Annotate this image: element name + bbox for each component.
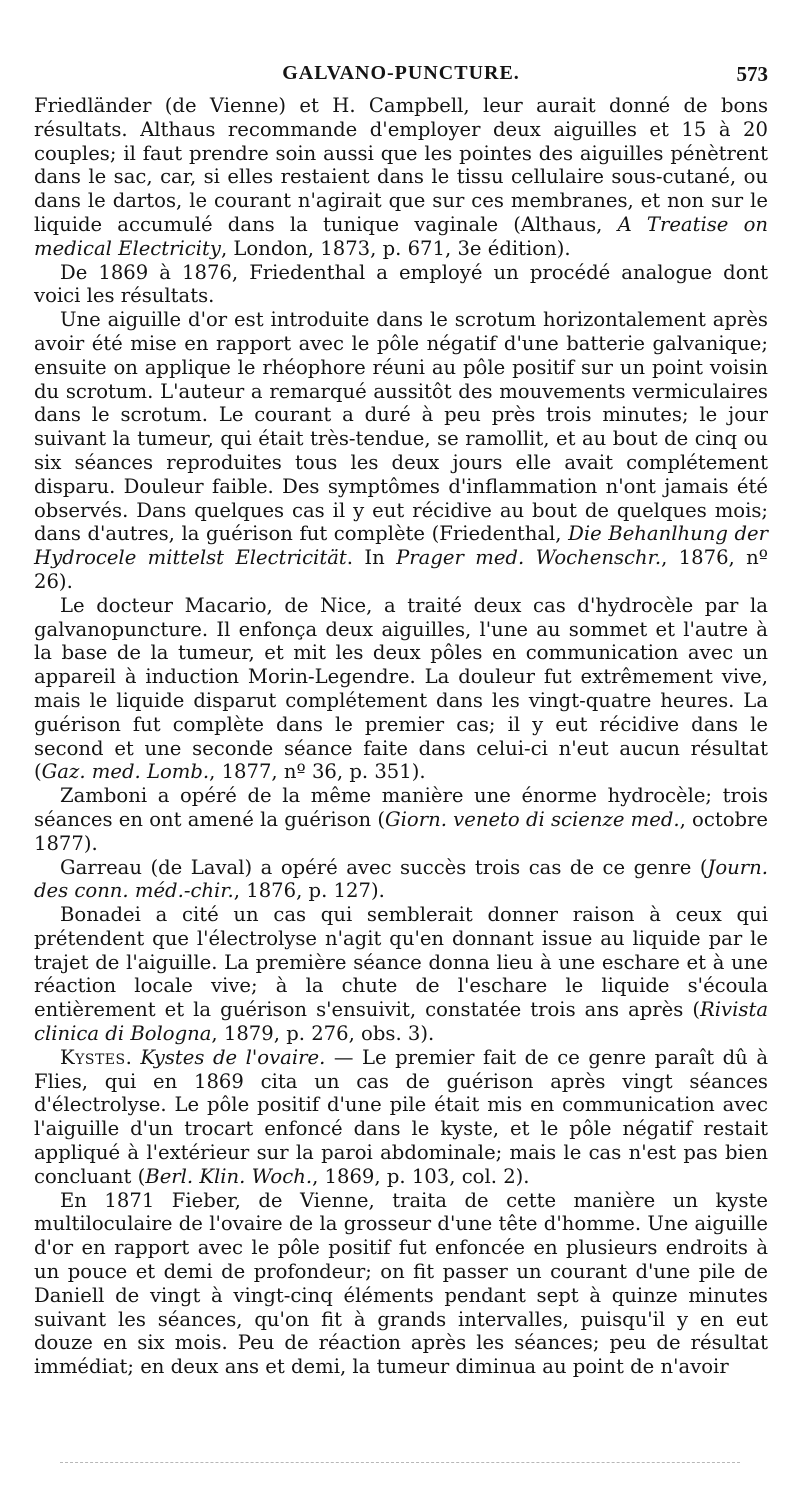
text-run: , 1876, p. 127). xyxy=(233,879,385,903)
citation-italic: Prager med. Wochenschr. xyxy=(396,546,662,570)
text-run: Une aiguille d'or est introduite dans le scrotum horizontalement après avoir été mise en rapport avec le pôle négatif d'une batterie galvanique; ensuite on applique le rhéophore réuni au pôle positif sur un point voisin du scrotum. L'auteur a remarqué aussitôt des mouvements vermiculaires dans le scrotum. Le courant a duré à peu près trois minutes; le jour suivant la tumeur, qui était très-tendue, se ramollit, et au bout de cinq ou six séances reproduites tous les deux jours elle avait complétement disparu. Douleur faible. Des symptômes d'inflammation n'ont jamais été observés. Dans quelques cas il y eut récidive au bout de quelques mois; dans d'autres, la guérison fut complète (Friedenthal, xyxy=(34,308,768,546)
paragraph-7 xyxy=(34,903,768,1046)
text-run: , 1877, nº 36, p. 351). xyxy=(209,760,426,784)
text-run: Zamboni a opéré de la même manière une énorme hydrocèle; trois séances en ont amené la guérison ( xyxy=(34,784,768,831)
citation-italic: Kystes de l'ovaire. xyxy=(140,1045,326,1069)
text-run: . In xyxy=(346,546,397,570)
page-number: 573 xyxy=(736,62,768,86)
text-run: En 1871 Fieber, de Vienne, traita de cette manière un kyste multiloculaire de l'ovaire de la grosseur d'une tête d'homme. Une aiguille d'or en rapport avec le pôle positif fut enfoncée en plusieurs endroits à un pouce et demi de profondeur; on fit passer un courant d'une pile de Daniell de vingt à vingt-cinq éléments pendant sept à quinze minutes suivant les séances, qu'on fit à grands intervalles, puisqu'il y en eut douze en six mois. Peu de réaction après les séances; peu de résultat immédiat; en deux ans et demi, la tumeur diminua au point de n'avoir xyxy=(34,1188,768,1379)
text-run: . xyxy=(125,1045,141,1069)
text-run: Friedländer (de Vienne) et H. Campbell, leur aurait donné de bons résultats. Althaus recommande d'employer deux aiguilles et 15 à 20 couples; il faut prendre soin aussi que les pointes des aiguilles pénètrent dans le sac, car, si elles restaient dans le tissu cellulaire sous-cutané, ou dans le dartos, le courant n'agirait que sur ces membranes, et non sur le liquide accumulé dans la tunique vaginale (Althaus, xyxy=(34,94,768,236)
text-run: , London, 1873, p. 671, 3e édition). xyxy=(220,236,571,260)
running-title: GALVANO-PUNCTURE. xyxy=(282,62,520,84)
citation-italic: Rivista clinica di Bologna xyxy=(34,998,768,1046)
paragraph-1 xyxy=(34,94,768,261)
paragraph-5 xyxy=(34,784,768,855)
footer-rule xyxy=(60,1462,740,1463)
text-run: — Le premier fait de ce genre paraît dû à Flies, qui en 1869 cita un cas de guérison après vingt séances d'électrolyse. Le pôle positif d'une pile était mis en communication avec l'aiguille d'un trocart enfoncé dans le kyste, et le pôle négatif restait appliqué à l'extérieur sur la paroi abdominale; mais le cas n'est pas bien concluant ( xyxy=(34,1045,768,1188)
paragraph-4 xyxy=(34,594,768,784)
citation-italic: Journ. des conn. méd.-chir. xyxy=(34,855,768,903)
citation-italic: Die Behanlhung der Hydrocele mittelst Electricität xyxy=(34,522,768,570)
text-run: Bonadei a cité un cas qui semblerait donner raison à ceux qui prétendent que l'électrolyse n'agit qu'en donnant issue au liquide par le trajet de l'aiguille. La première séance donna lieu à une eschare et à une réaction locale vive; à la chute de l'eschare le liquide s'écoula entièrement et la guérison s'ensuivit, constatée trois ans après ( xyxy=(34,903,768,1022)
paragraph-2 xyxy=(34,261,768,309)
text-run: De 1869 à 1876, Friedenthal a employé un procédé analogue dont voici les résultats. xyxy=(34,260,768,308)
text-run: Le docteur Macario, de Nice, a traité deux cas d'hydrocèle par la galvanopuncture. Il enfonça deux aiguilles, l'une au sommet et l'autre à la base de la tumeur, et mit les deux pôles en communication avec un appareil à induction Morin-Legendre. La douleur fut extrêmement vive, mais le liquide disparut complétement dans les vingt-quatre heures. La guérison fut complète dans le premier cas; il y eut récidive dans le second et une seconde séance faite dans celui-ci n'eut aucun résultat ( xyxy=(34,593,768,784)
paragraph-3 xyxy=(34,308,768,594)
citation-italic: A Treatise on medical Electricity xyxy=(34,212,769,260)
paragraph-6 xyxy=(34,856,768,904)
text-run: Garreau (de Laval) a opéré avec succès trois cas de ce genre ( xyxy=(60,855,708,879)
page xyxy=(34,62,768,1379)
paragraph-9 xyxy=(34,1189,768,1379)
running-header xyxy=(34,62,768,94)
text-run: , octobre 1877). xyxy=(34,807,768,855)
section-heading: Kystes xyxy=(60,1045,126,1069)
text-run: , 1876, nº 26). xyxy=(34,546,768,593)
citation-italic: Gaz. med. Lomb. xyxy=(41,760,210,784)
body-text xyxy=(34,94,768,1379)
text-run: , 1869, p. 103, col. 2). xyxy=(312,1164,530,1188)
citation-italic: Berl. Klin. Woch. xyxy=(145,1164,313,1188)
text-run: , 1879, p. 276, obs. 3). xyxy=(211,1022,435,1046)
citation-italic: Giorn. veneto di scienze med. xyxy=(385,807,680,831)
paragraph-8 xyxy=(34,1046,768,1189)
